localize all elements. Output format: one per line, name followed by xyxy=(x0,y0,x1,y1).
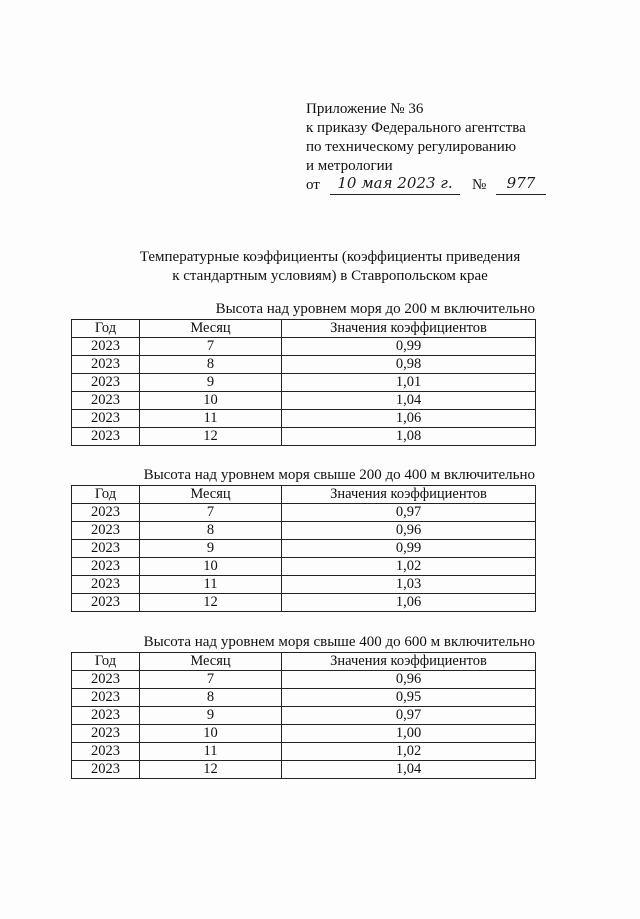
order-reference-line-3: и метрологии xyxy=(306,158,393,174)
month-cell: 11 xyxy=(140,743,282,761)
month-cell: 7 xyxy=(140,338,282,356)
coefficient-cell: 1,04 xyxy=(282,392,536,410)
order-reference-line-1: к приказу Федерального агентства xyxy=(306,120,526,136)
column-header-values: Значения коэффициентов xyxy=(282,486,536,504)
table-row xyxy=(72,356,536,374)
order-date-number-row xyxy=(306,172,546,194)
coefficient-table-block-2 xyxy=(71,467,535,612)
year-cell: 2023 xyxy=(72,671,140,689)
month-cell: 7 xyxy=(140,671,282,689)
month-cell: 10 xyxy=(140,558,282,576)
table-row xyxy=(72,392,536,410)
table-caption: Высота над уровнем моря свыше 200 до 400 м включительно xyxy=(143,467,535,483)
month-cell: 11 xyxy=(140,410,282,428)
year-cell: 2023 xyxy=(72,725,140,743)
coefficient-table-block-1 xyxy=(71,301,535,446)
year-cell: 2023 xyxy=(72,689,140,707)
table-row xyxy=(72,522,536,540)
month-cell: 8 xyxy=(140,356,282,374)
coefficient-table-block-3 xyxy=(71,634,535,779)
table-row xyxy=(72,374,536,392)
year-cell: 2023 xyxy=(72,374,140,392)
date-prefix: от xyxy=(306,177,320,193)
coefficient-cell: 1,06 xyxy=(282,594,536,612)
coefficient-table xyxy=(71,485,536,612)
handwritten-number: 977 xyxy=(496,172,546,195)
coefficient-table xyxy=(71,319,536,446)
column-header-values: Значения коэффициентов xyxy=(282,320,536,338)
column-header-month: Месяц xyxy=(140,320,282,338)
table-row xyxy=(72,338,536,356)
table-row xyxy=(72,594,536,612)
year-cell: 2023 xyxy=(72,392,140,410)
table-caption: Высота над уровнем моря свыше 400 до 600 м включительно xyxy=(143,634,535,650)
table-row xyxy=(72,689,536,707)
coefficient-cell: 0,97 xyxy=(282,504,536,522)
table-row xyxy=(72,725,536,743)
coefficient-cell: 0,98 xyxy=(282,356,536,374)
coefficient-cell: 1,02 xyxy=(282,743,536,761)
month-cell: 9 xyxy=(140,540,282,558)
coefficient-cell: 1,01 xyxy=(282,374,536,392)
table-row xyxy=(72,540,536,558)
year-cell: 2023 xyxy=(72,540,140,558)
month-cell: 8 xyxy=(140,522,282,540)
table-row xyxy=(72,743,536,761)
month-cell: 9 xyxy=(140,374,282,392)
number-prefix: № xyxy=(472,177,487,193)
title-line-2: к стандартным условиям) в Ставропольском крае xyxy=(172,268,488,284)
coefficient-cell: 0,95 xyxy=(282,689,536,707)
document-title xyxy=(70,248,590,286)
month-cell: 7 xyxy=(140,504,282,522)
month-cell: 11 xyxy=(140,576,282,594)
column-header-year: Год xyxy=(72,653,140,671)
order-reference-line-2: по техническому регулированию xyxy=(306,139,517,155)
coefficient-cell: 0,99 xyxy=(282,338,536,356)
month-cell: 8 xyxy=(140,689,282,707)
year-cell: 2023 xyxy=(72,743,140,761)
table-header-row xyxy=(72,320,536,338)
table-header-row xyxy=(72,486,536,504)
table-row xyxy=(72,558,536,576)
year-cell: 2023 xyxy=(72,707,140,725)
year-cell: 2023 xyxy=(72,356,140,374)
table-row xyxy=(72,576,536,594)
year-cell: 2023 xyxy=(72,522,140,540)
coefficient-cell: 0,99 xyxy=(282,540,536,558)
column-header-year: Год xyxy=(72,320,140,338)
table-row xyxy=(72,428,536,446)
year-cell: 2023 xyxy=(72,428,140,446)
month-cell: 12 xyxy=(140,428,282,446)
coefficient-cell: 1,08 xyxy=(282,428,536,446)
month-cell: 10 xyxy=(140,725,282,743)
table-row xyxy=(72,761,536,779)
year-cell: 2023 xyxy=(72,761,140,779)
title-line-1: Температурные коэффициенты (коэффициенты приведения xyxy=(139,249,521,265)
coefficient-cell: 0,96 xyxy=(282,522,536,540)
coefficient-cell: 1,03 xyxy=(282,576,536,594)
month-cell: 12 xyxy=(140,761,282,779)
table-row xyxy=(72,707,536,725)
coefficient-cell: 1,00 xyxy=(282,725,536,743)
appendix-header xyxy=(306,100,546,176)
appendix-number: Приложение № 36 xyxy=(306,101,424,117)
column-header-month: Месяц xyxy=(140,653,282,671)
table-row xyxy=(72,504,536,522)
year-cell: 2023 xyxy=(72,504,140,522)
handwritten-date: 10 мая 2023 г. xyxy=(330,172,460,195)
year-cell: 2023 xyxy=(72,410,140,428)
coefficient-table xyxy=(71,652,536,779)
coefficient-cell: 1,04 xyxy=(282,761,536,779)
year-cell: 2023 xyxy=(72,576,140,594)
column-header-values: Значения коэффициентов xyxy=(282,653,536,671)
table-row xyxy=(72,410,536,428)
year-cell: 2023 xyxy=(72,558,140,576)
year-cell: 2023 xyxy=(72,594,140,612)
table-caption: Высота над уровнем моря до 200 м включительно xyxy=(215,301,535,317)
coefficient-cell: 1,06 xyxy=(282,410,536,428)
coefficient-cell: 0,96 xyxy=(282,671,536,689)
coefficient-cell: 0,97 xyxy=(282,707,536,725)
coefficient-cell: 1,02 xyxy=(282,558,536,576)
month-cell: 12 xyxy=(140,594,282,612)
month-cell: 9 xyxy=(140,707,282,725)
column-header-year: Год xyxy=(72,486,140,504)
column-header-month: Месяц xyxy=(140,486,282,504)
year-cell: 2023 xyxy=(72,338,140,356)
month-cell: 10 xyxy=(140,392,282,410)
table-row xyxy=(72,671,536,689)
table-header-row xyxy=(72,653,536,671)
